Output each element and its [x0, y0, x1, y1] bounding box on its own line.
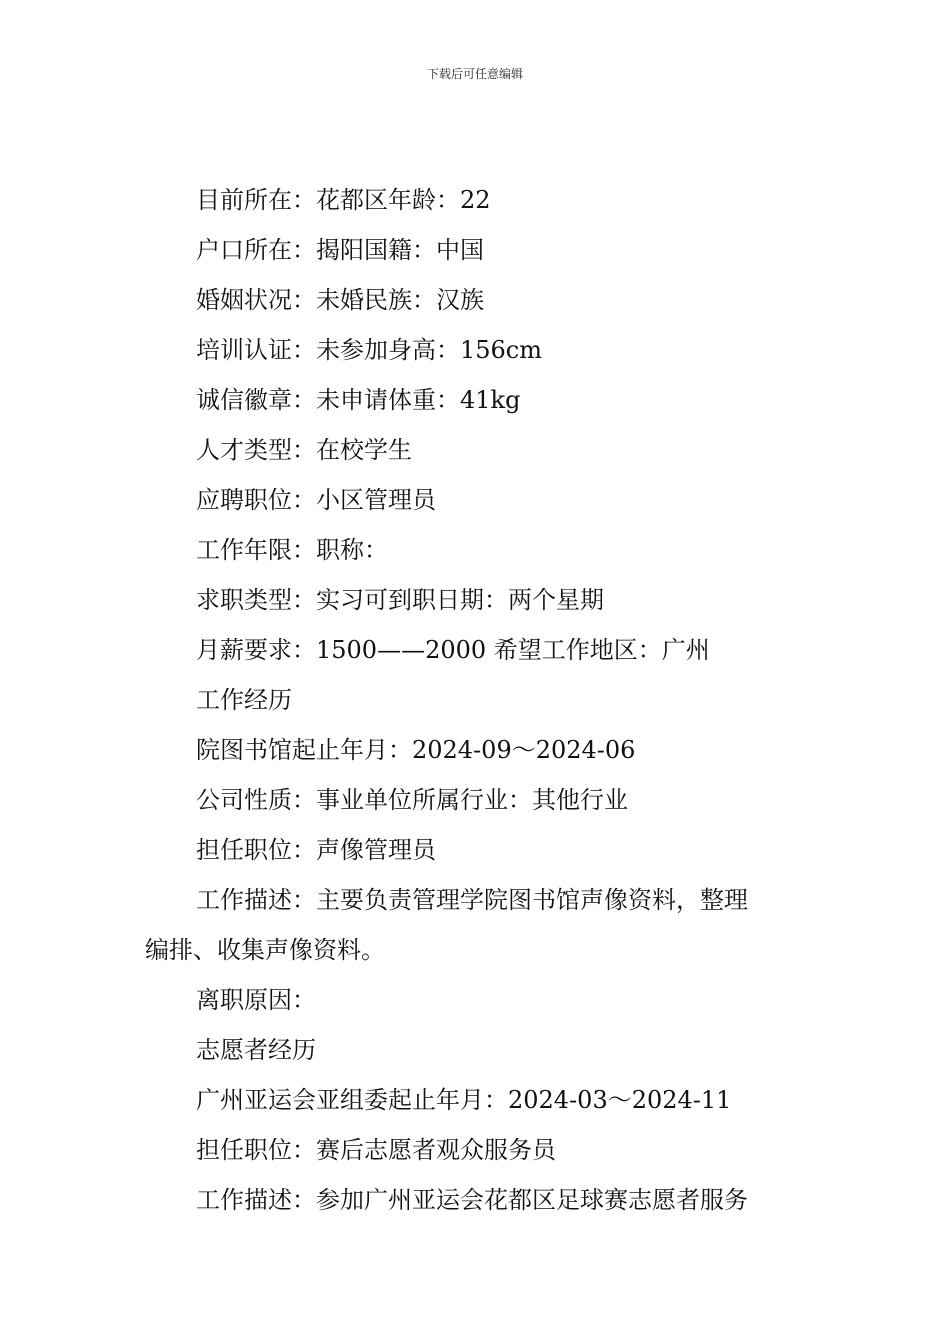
text-line: 志愿者经历 — [196, 1036, 316, 1064]
text-line: 广州亚运会亚组委起止年月：2024-03～2024-11 — [196, 1086, 732, 1114]
text-line: 人才类型：在校学生 — [196, 436, 412, 464]
document-body — [145, 175, 815, 1225]
text-line: 月薪要求：1500——2000 希望工作地区：广州 — [196, 636, 710, 664]
text-line: 诚信徽章：未申请体重：41kg — [196, 386, 521, 414]
text-line: 求职类型：实习可到职日期：两个星期 — [196, 586, 604, 614]
text-line: 工作描述：参加广州亚运会花都区足球赛志愿者服务 — [196, 1186, 748, 1214]
text-line: 担任职位：赛后志愿者观众服务员 — [196, 1136, 556, 1164]
text-line: 公司性质：事业单位所属行业：其他行业 — [196, 786, 628, 814]
text-line: 户口所在：揭阳国籍：中国 — [196, 236, 484, 264]
text-line: 培训认证：未参加身高：156cm — [196, 336, 543, 364]
text-line: 工作描述：主要负责管理学院图书馆声像资料，整理 — [196, 886, 748, 914]
text-line: 院图书馆起止年月：2024-09～2024-06 — [196, 736, 636, 764]
page-header: 下载后可任意编辑 — [426, 67, 523, 81]
text-line: 婚姻状况：未婚民族：汉族 — [196, 286, 484, 314]
text-line: 工作经历 — [196, 686, 292, 714]
text-line: 离职原因： — [196, 986, 316, 1014]
text-line: 应聘职位：小区管理员 — [196, 486, 436, 514]
text-line: 工作年限：职称： — [196, 536, 388, 564]
text-line: 担任职位：声像管理员 — [196, 836, 436, 864]
text-line: 目前所在：花都区年龄：22 — [196, 186, 491, 214]
text-line: 编排、收集声像资料。 — [145, 936, 385, 964]
